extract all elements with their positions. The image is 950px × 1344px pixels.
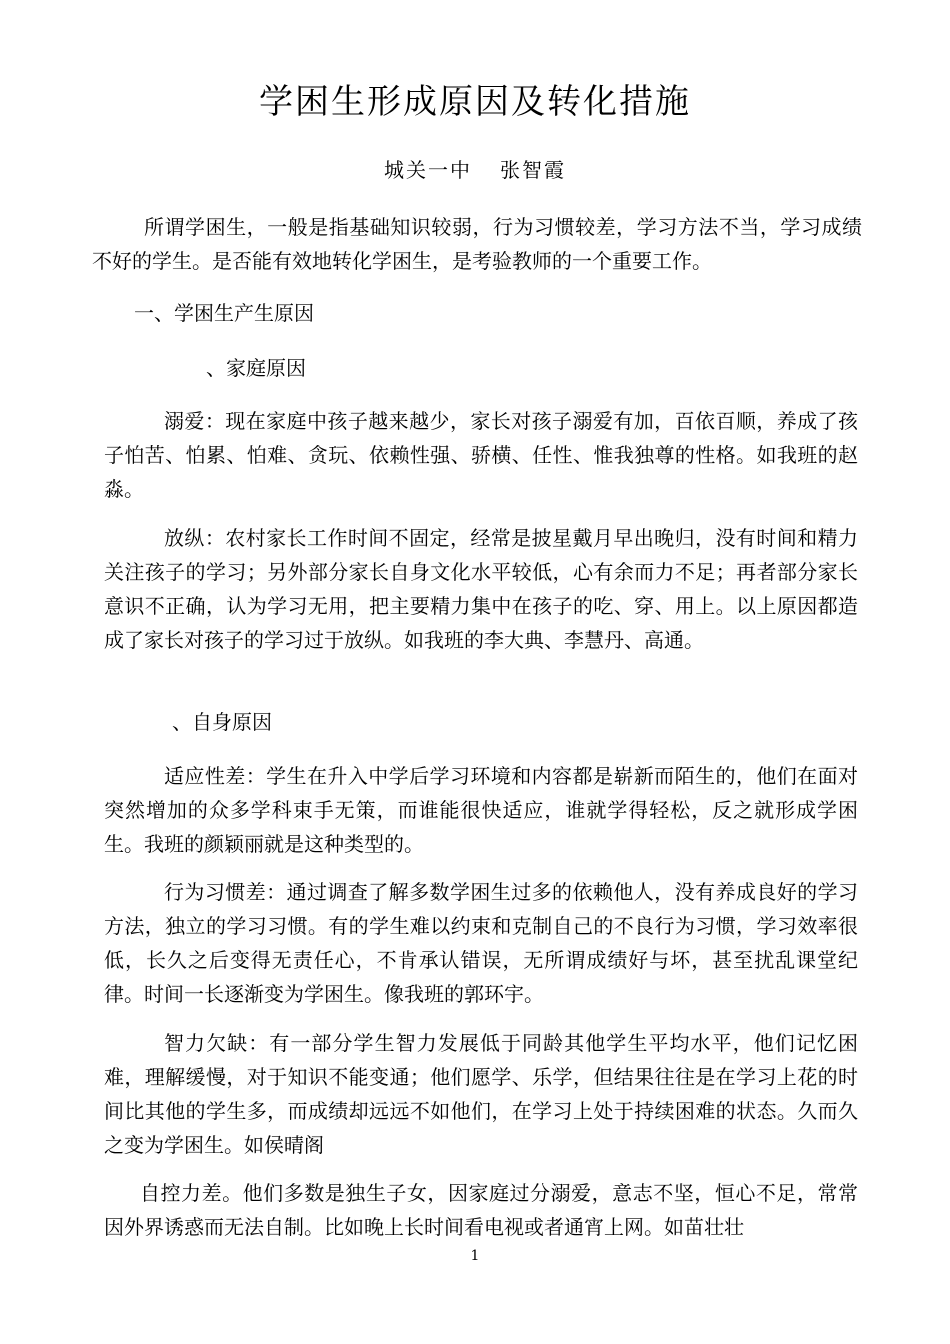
paragraph-intelligence: 智力欠缺：有一部分学生智力发展低于同龄其他学生平均水平，他们记忆困难，理解缓慢，对于知识不能变通；他们愿学、乐学，但结果往往是在学习上花的时间比其他的学生多，而成绩却远远不如他们，在学习上处于持续困难的状态。久而久之变为学困生。如侯晴阁 (104, 1031, 858, 1157)
intro-paragraph: 所谓学困生，一般是指基础知识较弱，行为习惯较差，学习方法不当，学习成绩不好的学生。是否能有效地转化学困生，是考验教师的一个重要工作。 (92, 215, 862, 273)
paragraph-habits: 行为习惯差：通过调查了解多数学困生过多的依赖他人，没有养成良好的学习方法，独立的学习习惯。有的学生难以约束和克制自己的不良行为习惯，学习效率很低，长久之后变得无责任心，不肯承认错误，无所谓成绩好与坏，甚至扰乱课堂纪律。时间一长逐渐变为学困生。像我班的郭环宇。 (104, 880, 858, 1006)
author-line (0, 155, 950, 185)
paragraph-adaptability: 适应性差：学生在升入中学后学习环境和内容都是崭新而陌生的，他们在面对突然增加的众多学科束手无策，而谁能很快适应，谁就学得轻松，反之就形成学困生。我班的颜颖丽就是这种类型的。 (104, 764, 858, 856)
page-number: 1 (470, 1248, 480, 1264)
paragraph-indulgence: 放纵：农村家长工作时间不固定，经常是披星戴月早出晚归，没有时间和精力关注孩子的学习；另外部分家长自身文化水平较低，心有余而力不足；再者部分家长意识不正确，认为学习无用，把主要精力集中在孩子的吃、穿、用上。以上原因都造成了家长对孩子的学习过于放纵。如我班的李大典、李慧丹、高通。 (104, 526, 858, 652)
document-title: 学困生形成原因及转化措施 (259, 82, 691, 122)
paragraph-self-control: 自控力差。他们多数是独生子女，因家庭过分溺爱，意志不坚，恒心不足，常常因外界诱惑而无法自制。比如晚上长时间看电视或者通宵上网。如苗壮壮 (104, 1181, 858, 1239)
author-name: 张智霞 (500, 158, 566, 182)
paragraph-spoiling: 溺爱：现在家庭中孩子越来越少，家长对孩子溺爱有加，百依百顺，养成了孩子怕苦、怕累、怕难、贪玩、依赖性强、骄横、任性、惟我独尊的性格。如我班的赵淼。 (104, 409, 858, 501)
section-heading-causes: 一、学困生产生原因 (134, 301, 314, 325)
subheading-family: 、家庭原因 (206, 356, 306, 380)
subheading-self: 、自身原因 (172, 710, 272, 734)
author-school: 城关一中 (384, 158, 472, 182)
